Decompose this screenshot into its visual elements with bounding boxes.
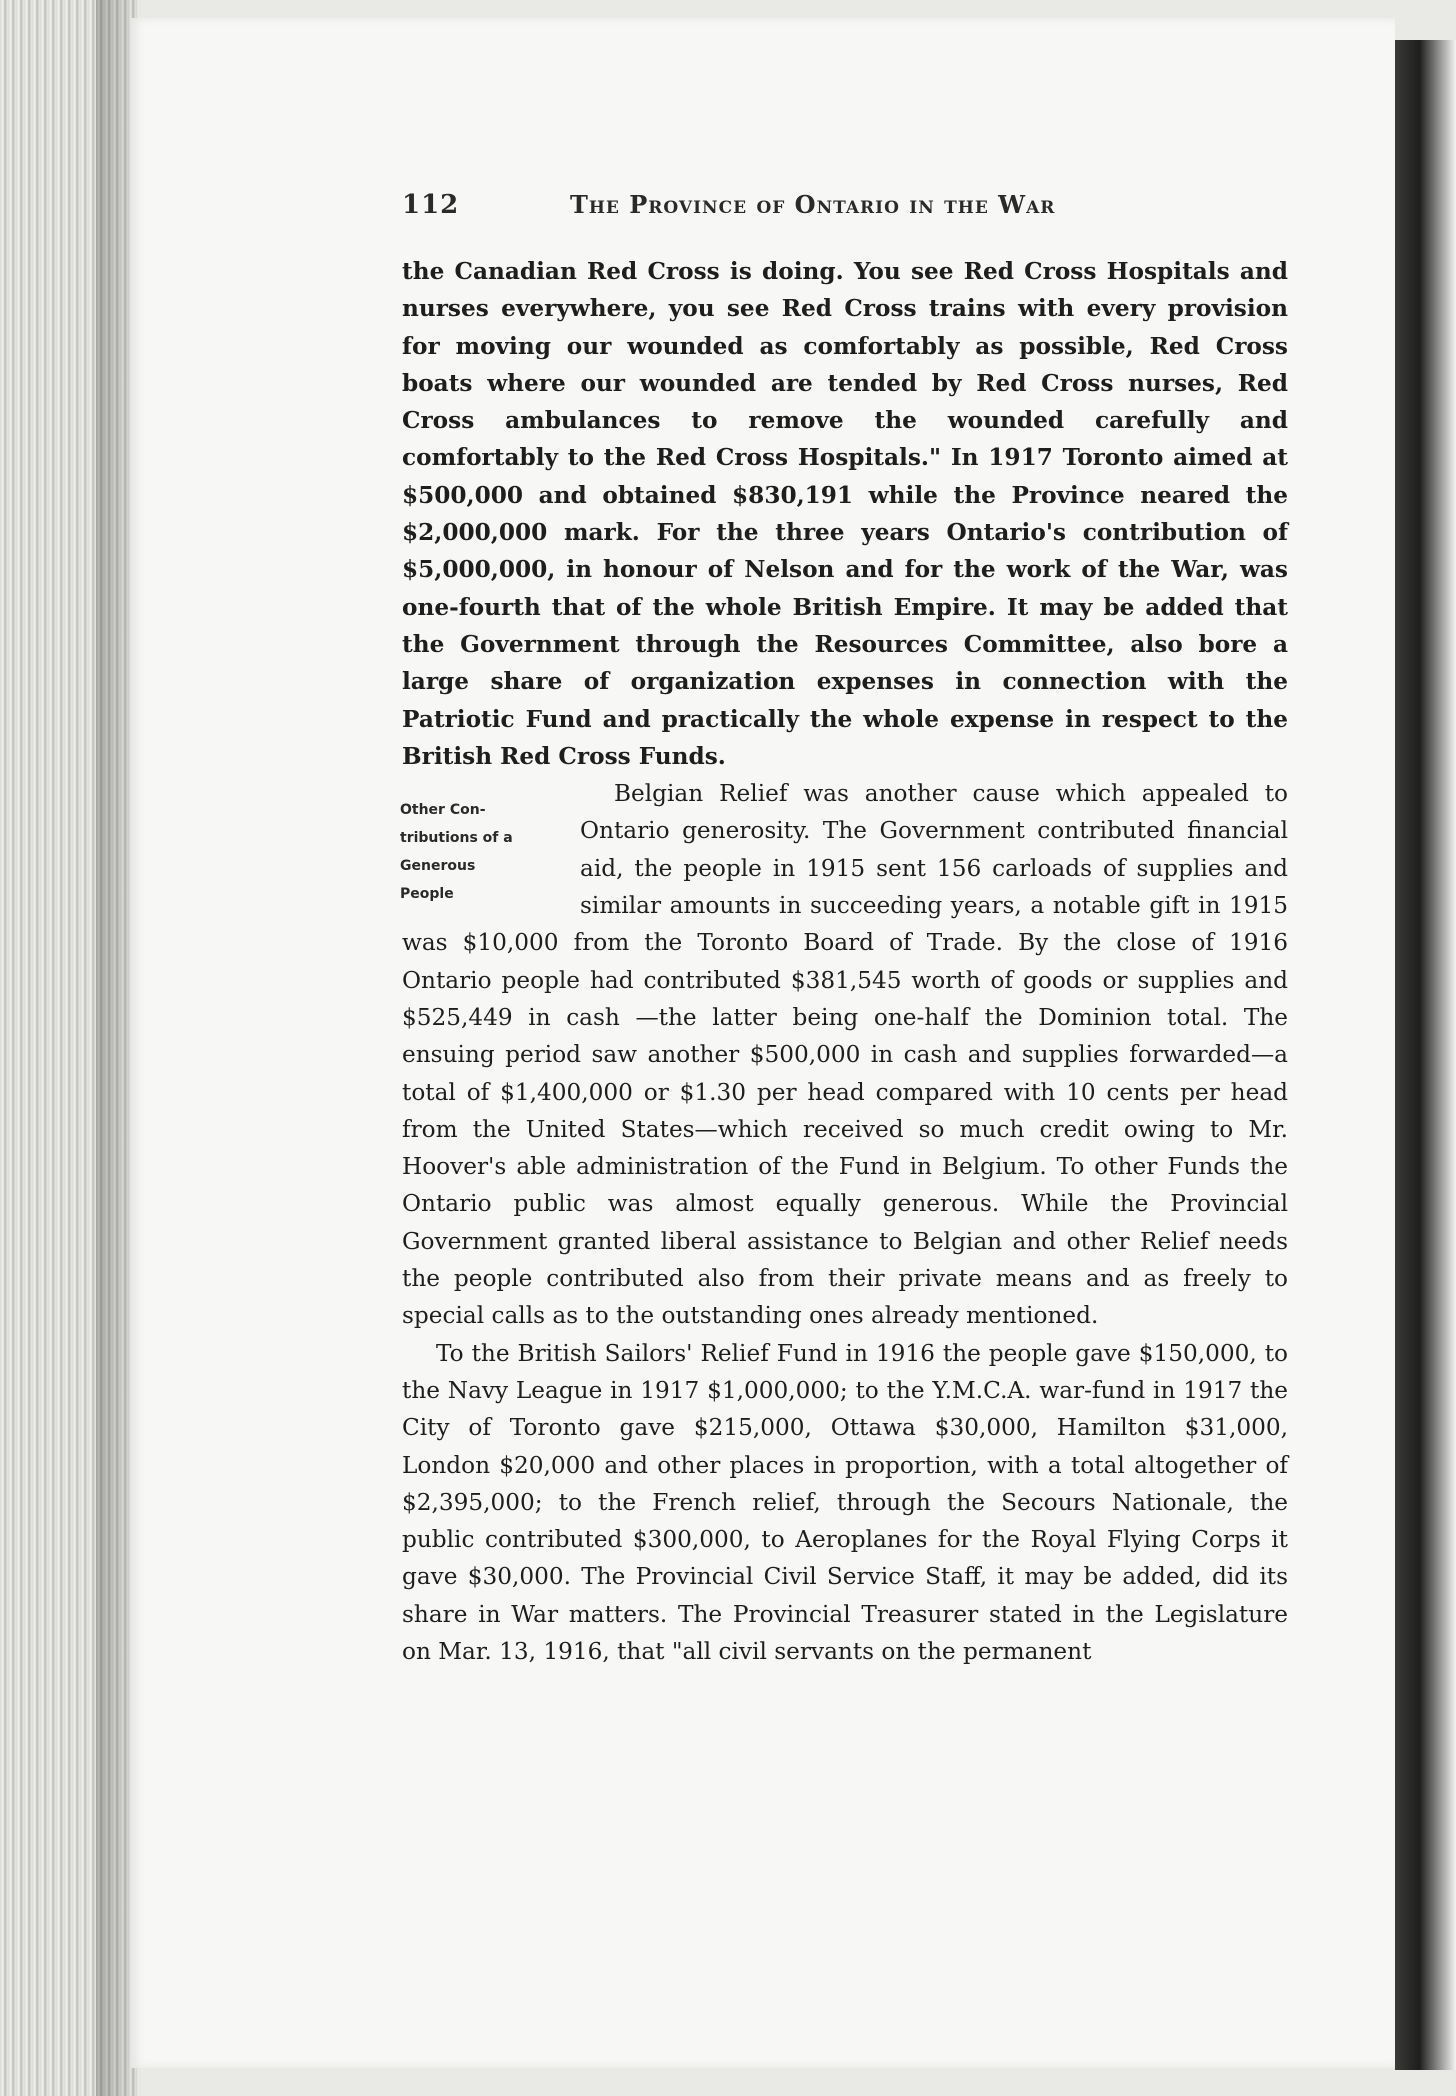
paragraph-red-cross: the Canadian Red Cross is doing. You see Red Cross Hospitals and nurses everywhere, you see Red Cross trains with every provision for moving our wounded as comfortably as possible, Red Cross boats where our wounded are tended by Red Cross nurses, Red Cross ambulances to remove the wounded carefully and comfortably to the Red Cross Hospitals." In 1917 Toronto aimed at $500,000 and obtained $830,191 while the Province neared the $2,000,000 mark. For the three years Ontario's contribution of $5,000,000, in honour of Nelson and for the work of the War, was one-fourth that of the whole British Empire. It may be added that the Government through the Resources Committee, also bore a large share of organization expenses in connection with the Patriotic Fund and practically the whole expense in respect to the British Red Cross Funds. [402,258,1288,770]
running-title: The Province of Ontario in the War [570,190,1056,219]
page-number: 112 [402,190,460,220]
body-text [402,253,1288,1670]
margin-note-line: Generous [400,858,476,874]
next-page-edge [1395,40,1456,2070]
paragraph-sailors-relief: To the British Sailors' Relief Fund in 1916 the people gave $150,000, to the Navy League in 1917 $1,000,000; to the Y.M.C.A. war-fund in 1917 the City of Toronto gave $215,000, Ottawa $30,000, Hamilton $31,000, London $20,000 and other places in proportion, with a total altogether of $2,395,000; to the French relief, through the Secours Nationale, the public contributed $300,000, to Aeroplanes for the Royal Flying Corps it gave $30,000. The Provincial Civil Service Staff, it may be added, did its share in War matters. The Provincial Treasurer stated in the Legislature on Mar. 13, 1916, that "all civil servants on the permanent [402,1339,1288,1665]
margin-note-line: People [400,886,454,902]
paragraph-belgian-relief: Belgian Relief was another cause which appealed to Ontario generosity. The Government contributed financial aid, the people in 1915 sent 156 carloads of supplies and similar amounts in succeeding years, a notable gift in 1915 was $10,000 from the Toronto Board of Trade. By the close of 1916 Ontario people had contributed $381,545 worth of goods or supplies and $525,449 in cash —the latter being one-half the Dominion total. The ensuing period saw another $500,000 in cash and supplies forwarded—a total of $1,400,000 or $1.30 per head compared with 10 cents per head from the United States—which received so much credit owing to Mr. Hoover's able administration of the Fund in Belgium. To other Funds the Ontario public was almost equally generous. While the Provincial Government granted liberal assistance to Belgian and other Relief needs the people contributed also from their private means and as freely to special calls as to the outstanding ones already mentioned. [402,780,1288,1330]
margin-note-spacer [402,775,580,923]
margin-note-line: Other Con- [400,802,486,818]
margin-note-line: tributions of a [400,830,513,846]
page-header [402,190,1288,226]
